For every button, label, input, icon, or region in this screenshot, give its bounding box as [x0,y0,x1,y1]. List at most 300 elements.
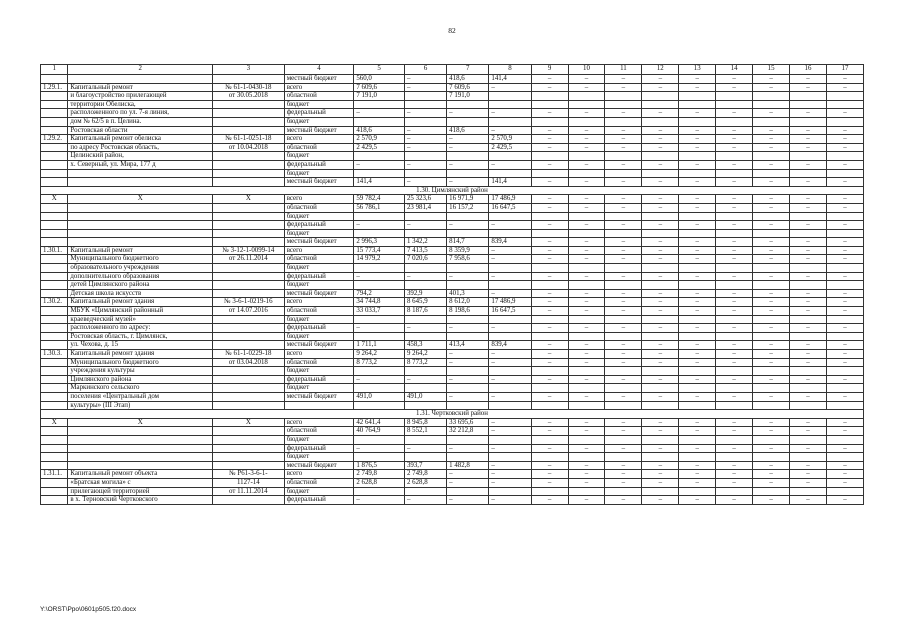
budget-source: местный бюджет [284,75,354,84]
document-number [212,315,284,324]
amount-other-year: – [642,496,679,505]
amount-other-year: – [679,255,716,264]
object-name: культуры» (III Этап) [68,401,213,410]
amount-year-3: 17 486,9 [489,298,531,307]
row-id: X [41,195,68,204]
amount-other-year: – [753,392,790,401]
section-heading-row [41,410,864,419]
amount-year-1 [404,117,446,126]
budget-source: бюджет [284,229,354,238]
object-name [68,75,213,84]
amount-other-year: – [568,238,605,247]
amount-total: 141,4 [354,178,405,187]
amount-total [354,281,405,290]
amount-year-3 [489,117,531,126]
amount-total: 42 641,4 [354,418,405,427]
row-id [41,75,68,84]
amount-other-year: – [716,461,753,470]
amount-other-year: – [790,444,827,453]
amount-other-year: – [753,478,790,487]
table-row [41,229,864,238]
budget-source: бюджет [284,384,354,393]
amount-other-year [790,332,827,341]
amount-other-year [605,264,642,273]
amount-other-year: – [826,126,863,135]
table-row [41,135,864,144]
document-number: № 61-1-0251-18 [212,135,284,144]
amount-other-year: – [531,238,568,247]
amount-other-year [605,169,642,178]
document-number: № 61-1-0229-18 [212,350,284,359]
table-row [41,435,864,444]
amount-year-1: 2 749,8 [404,470,446,479]
amount-other-year: – [531,324,568,333]
amount-other-year [531,281,568,290]
amount-other-year [531,264,568,273]
amount-year-1 [404,453,446,462]
document-number: 1127-14 [212,478,284,487]
amount-other-year: – [642,195,679,204]
amount-year-2: – [447,350,489,359]
column-number: 7 [447,65,489,75]
amount-other-year: – [790,461,827,470]
table-row [41,350,864,359]
amount-year-1: 7 413,5 [404,246,446,255]
amount-other-year: – [716,272,753,281]
amount-other-year: – [642,418,679,427]
amount-other-year [568,332,605,341]
amount-other-year [605,332,642,341]
amount-other-year: – [826,160,863,169]
amount-other-year [753,453,790,462]
amount-year-2: – [447,160,489,169]
amount-other-year [679,332,716,341]
table-row [41,496,864,505]
amount-other-year: – [716,160,753,169]
amount-other-year: – [790,496,827,505]
amount-other-year [642,152,679,161]
amount-other-year: – [753,143,790,152]
amount-total: – [354,444,405,453]
amount-other-year [716,315,753,324]
amount-total: 8 773,2 [354,358,405,367]
amount-other-year: – [790,126,827,135]
document-number [212,384,284,393]
table-row [41,341,864,350]
amount-other-year [568,281,605,290]
amount-other-year [790,229,827,238]
amount-year-2: – [447,178,489,187]
amount-total: 418,6 [354,126,405,135]
amount-other-year [753,401,790,410]
budget-source: федеральный [284,109,354,118]
amount-year-3: – [489,358,531,367]
amount-other-year: – [679,418,716,427]
amount-year-3: 16 647,5 [489,203,531,212]
amount-other-year: – [605,246,642,255]
object-name [68,169,213,178]
amount-year-3: – [489,418,531,427]
amount-other-year [826,212,863,221]
table-row [41,126,864,135]
column-number: 1 [41,65,68,75]
amount-other-year: – [605,238,642,247]
budget-source: местный бюджет [284,461,354,470]
amount-year-1 [404,152,446,161]
amount-other-year [642,435,679,444]
amount-total [354,332,405,341]
budget-source: бюджет [284,435,354,444]
amount-other-year: – [753,109,790,118]
section-heading-row [41,186,864,195]
amount-total [354,212,405,221]
table-row [41,246,864,255]
amount-other-year [568,401,605,410]
amount-other-year [753,367,790,376]
amount-other-year: – [642,221,679,230]
column-number: 9 [531,65,568,75]
table-row [41,255,864,264]
amount-other-year [679,367,716,376]
amount-other-year: – [605,478,642,487]
amount-other-year: – [605,298,642,307]
budget-source: бюджет [284,152,354,161]
object-name [68,453,213,462]
amount-other-year: – [753,350,790,359]
amount-total: 2 628,8 [354,478,405,487]
amount-other-year: – [826,324,863,333]
amount-year-3: – [489,126,531,135]
amount-other-year: – [568,178,605,187]
amount-other-year: – [531,221,568,230]
amount-other-year: – [605,341,642,350]
amount-year-2 [447,435,489,444]
row-id [41,178,68,187]
amount-total: 59 782,4 [354,195,405,204]
amount-total: 491,0 [354,392,405,401]
row-id: X [41,418,68,427]
amount-year-3: – [489,109,531,118]
amount-year-1: 393,7 [404,461,446,470]
table-row [41,152,864,161]
amount-total: – [354,109,405,118]
amount-year-2: – [447,478,489,487]
amount-other-year: – [753,203,790,212]
amount-other-year: – [642,298,679,307]
table-row [41,281,864,290]
amount-other-year [605,367,642,376]
document-number [212,238,284,247]
amount-other-year [826,169,863,178]
table-row [41,109,864,118]
amount-other-year [531,453,568,462]
amount-year-3: – [489,289,531,298]
amount-other-year [568,435,605,444]
row-id [41,367,68,376]
amount-other-year: – [679,246,716,255]
amount-other-year: – [642,358,679,367]
amount-other-year: – [716,350,753,359]
amount-total [354,229,405,238]
amount-year-3: 2 429,5 [489,143,531,152]
document-number [212,100,284,109]
row-id [41,92,68,101]
budget-source: бюджет [284,332,354,341]
amount-other-year [568,117,605,126]
amount-other-year [605,100,642,109]
amount-other-year: – [790,109,827,118]
object-name: МБУК «Цимлянский районный [68,307,213,316]
amount-other-year: – [531,143,568,152]
amount-year-2: 418,6 [447,75,489,84]
amount-other-year [753,384,790,393]
amount-other-year [642,281,679,290]
amount-other-year: – [716,298,753,307]
column-number: 2 [68,65,213,75]
amount-year-2: – [447,470,489,479]
amount-other-year: – [605,203,642,212]
amount-other-year [679,384,716,393]
amount-year-1 [404,435,446,444]
object-name [68,203,213,212]
amount-other-year: – [826,75,863,84]
amount-other-year: – [642,160,679,169]
document-number: от 11.11.2014 [212,487,284,496]
amount-year-3 [489,169,531,178]
amount-total: 794,2 [354,289,405,298]
amount-other-year [790,487,827,496]
amount-year-2: 7 958,6 [447,255,489,264]
amount-other-year: – [531,135,568,144]
amount-other-year [790,367,827,376]
amount-year-3 [489,212,531,221]
amount-other-year [605,117,642,126]
document-number [212,496,284,505]
amount-other-year: – [790,255,827,264]
amount-total: – [354,324,405,333]
amount-other-year [753,212,790,221]
amount-other-year: – [605,143,642,152]
amount-year-1 [404,212,446,221]
amount-other-year: – [605,461,642,470]
row-id [41,332,68,341]
amount-other-year: – [716,126,753,135]
amount-other-year: – [753,341,790,350]
amount-other-year: – [531,427,568,436]
amount-total: 2 996,3 [354,238,405,247]
document-number: от 03.04.2018 [212,358,284,367]
amount-other-year: – [605,221,642,230]
amount-other-year: – [716,83,753,92]
amount-year-1: – [404,178,446,187]
amount-year-3 [489,332,531,341]
amount-other-year: – [531,496,568,505]
amount-other-year: – [826,307,863,316]
amount-other-year: – [753,246,790,255]
amount-other-year: – [605,83,642,92]
amount-year-3: – [489,324,531,333]
table-row [41,332,864,341]
amount-year-3: – [489,83,531,92]
document-number: от 30.05.2018 [212,92,284,101]
amount-other-year [568,152,605,161]
document-number [212,169,284,178]
amount-other-year: – [679,324,716,333]
amount-other-year: – [826,109,863,118]
amount-other-year: – [531,272,568,281]
row-id [41,212,68,221]
amount-other-year: – [568,427,605,436]
amount-year-2: – [447,109,489,118]
amount-other-year: – [753,135,790,144]
amount-year-1: 8 187,6 [404,307,446,316]
amount-other-year: – [679,350,716,359]
row-id [41,358,68,367]
amount-other-year: – [753,83,790,92]
amount-other-year: – [826,178,863,187]
amount-year-2 [447,367,489,376]
object-name [68,238,213,247]
table-row [41,324,864,333]
document-number [212,427,284,436]
amount-year-1: 9 264,2 [404,350,446,359]
amount-other-year: – [568,75,605,84]
amount-other-year: – [642,392,679,401]
amount-year-1 [404,169,446,178]
table-row [41,272,864,281]
amount-year-1 [404,315,446,324]
amount-other-year [642,367,679,376]
amount-year-3 [489,281,531,290]
amount-other-year [716,401,753,410]
amount-other-year: – [642,178,679,187]
row-id [41,169,68,178]
amount-other-year [531,332,568,341]
amount-other-year: – [568,272,605,281]
column-number: 10 [568,65,605,75]
amount-other-year: – [716,444,753,453]
amount-other-year: – [790,341,827,350]
table-row [41,470,864,479]
amount-other-year: – [679,143,716,152]
amount-other-year: – [790,392,827,401]
table-row [41,117,864,126]
amount-other-year [531,315,568,324]
object-name: Капитальный ремонт здания [68,350,213,359]
row-id [41,341,68,350]
column-number: 17 [826,65,863,75]
row-id [41,281,68,290]
amount-other-year: – [826,143,863,152]
amount-other-year [605,384,642,393]
amount-other-year: – [790,246,827,255]
amount-other-year: – [642,83,679,92]
document-number [212,367,284,376]
amount-other-year: – [679,478,716,487]
amount-other-year: – [790,75,827,84]
amount-total [354,117,405,126]
amount-other-year [790,453,827,462]
amount-other-year: – [790,221,827,230]
document-number: № Р61-3-6-1- [212,470,284,479]
amount-year-2: – [447,496,489,505]
amount-other-year: – [790,83,827,92]
amount-other-year [642,117,679,126]
document-number [212,392,284,401]
amount-other-year: – [679,238,716,247]
amount-year-2: – [447,358,489,367]
amount-other-year [679,117,716,126]
amount-year-2: 814,7 [447,238,489,247]
amount-year-3 [489,367,531,376]
row-id: 1.31.1. [41,470,68,479]
amount-year-2 [447,487,489,496]
amount-other-year: – [642,135,679,144]
amount-other-year: – [531,341,568,350]
amount-total [354,435,405,444]
amount-year-3 [489,384,531,393]
amount-other-year [716,212,753,221]
amount-year-3: – [489,444,531,453]
amount-year-2: 16 971,9 [447,195,489,204]
amount-other-year [716,487,753,496]
amount-other-year [679,92,716,101]
row-id [41,307,68,316]
amount-year-1: 392,9 [404,289,446,298]
amount-other-year [790,281,827,290]
amount-year-1 [404,100,446,109]
table-row [41,307,864,316]
amount-other-year [790,264,827,273]
amount-other-year [790,152,827,161]
amount-other-year: – [753,470,790,479]
row-id [41,478,68,487]
amount-year-3 [489,435,531,444]
amount-year-1: 8 773,2 [404,358,446,367]
amount-other-year: – [568,255,605,264]
amount-year-3: – [489,246,531,255]
budget-source: областной [284,143,354,152]
amount-other-year: – [790,375,827,384]
budget-source: бюджет [284,212,354,221]
amount-other-year [531,367,568,376]
object-name [68,435,213,444]
budget-source: федеральный [284,221,354,230]
amount-other-year [826,100,863,109]
row-id: 1.30.1. [41,246,68,255]
amount-other-year: – [642,272,679,281]
amount-year-3: – [489,375,531,384]
amount-other-year: – [531,392,568,401]
object-name: прилегающей территорией [68,487,213,496]
amount-total [354,100,405,109]
amount-other-year [568,367,605,376]
amount-year-3: 16 647,5 [489,307,531,316]
amount-other-year: – [753,221,790,230]
amount-other-year: – [605,289,642,298]
row-id [41,143,68,152]
amount-year-3: – [489,392,531,401]
amount-other-year: – [826,272,863,281]
amount-year-1: 1 342,2 [404,238,446,247]
amount-other-year [679,100,716,109]
amount-other-year [605,212,642,221]
document-number: от 26.11.2014 [212,255,284,264]
amount-year-1: 8 552,1 [404,427,446,436]
amount-other-year [826,315,863,324]
document-number [212,341,284,350]
amount-year-3 [489,100,531,109]
